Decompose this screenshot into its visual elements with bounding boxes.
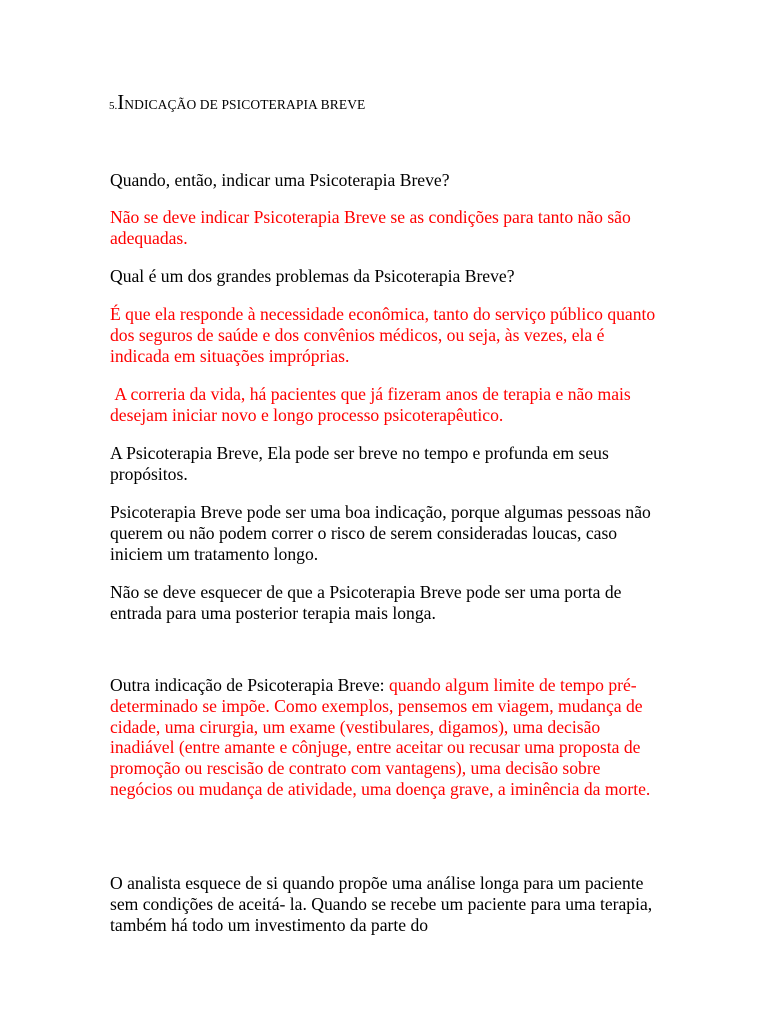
heading-text: NDICAÇÃO DE PSICOTERAPIA BREVE [124,97,366,112]
paragraph-analyst: O analista esquece de si quando propõe uma análise longa para um paciente sem condições de aceitá- la. Quando se recebe um paciente para uma terapia, também há todo um investimento da parte do [110,873,653,935]
other-indication-examples: quando algum limite de tempo pré- determinado se impõe. Como exemplos, pensemos em viagem, mudança de cidade, uma cirurgia, um exame (vestibulares, digamos), uma decisão inadiável (entre amante e cônjuge, entre aceitar ou recusar uma proposta de promoção ou rescisão de contrato com vantagens), uma decisão sobre negócios ou mudança de atividade, uma doença grave, a iminência da morte. [110,675,651,799]
section-number: 5. [109,100,118,112]
paragraph-good-indication: Psicoterapia Breve pode ser uma boa indicação, porque algumas pessoas não querem ou não podem correr o risco de serem consideradas loucas, caso iniciem um tratamento longo. [110,502,651,564]
answer-economic-need: É que ela responde à necessidade econômica, tanto do serviço público quanto dos seguros de saúde e dos convênios médicos, ou seja, às vezes, ela é indicada em situações impróprias. [110,304,656,366]
paragraph-brief-deep: A Psicoterapia Breve, Ela pode ser breve no tempo e profunda em seus propósitos. [110,443,609,484]
question-when-indicate: Quando, então, indicar uma Psicoterapia Breve? [110,170,450,190]
heading-initial: I [117,90,125,114]
paragraph-busy-life: A correria da vida, há pacientes que já fizeram anos de terapia e não mais desejam iniciar novo e longo processo psicoterapêutico. [110,384,636,425]
section-heading [109,90,365,118]
other-indication-lead: Outra indicação de Psicoterapia Breve: [110,675,389,695]
paragraph-other-indication [110,675,666,800]
question-problems: Qual é um dos grandes problemas da Psicoterapia Breve? [110,266,515,286]
paragraph-entry-door: Não se deve esquecer de que a Psicoterapia Breve pode ser uma porta de entrada para uma posterior terapia mais longa. [110,582,622,623]
answer-not-indicate: Não se deve indicar Psicoterapia Breve se as condições para tanto não são adequadas. [110,207,631,248]
